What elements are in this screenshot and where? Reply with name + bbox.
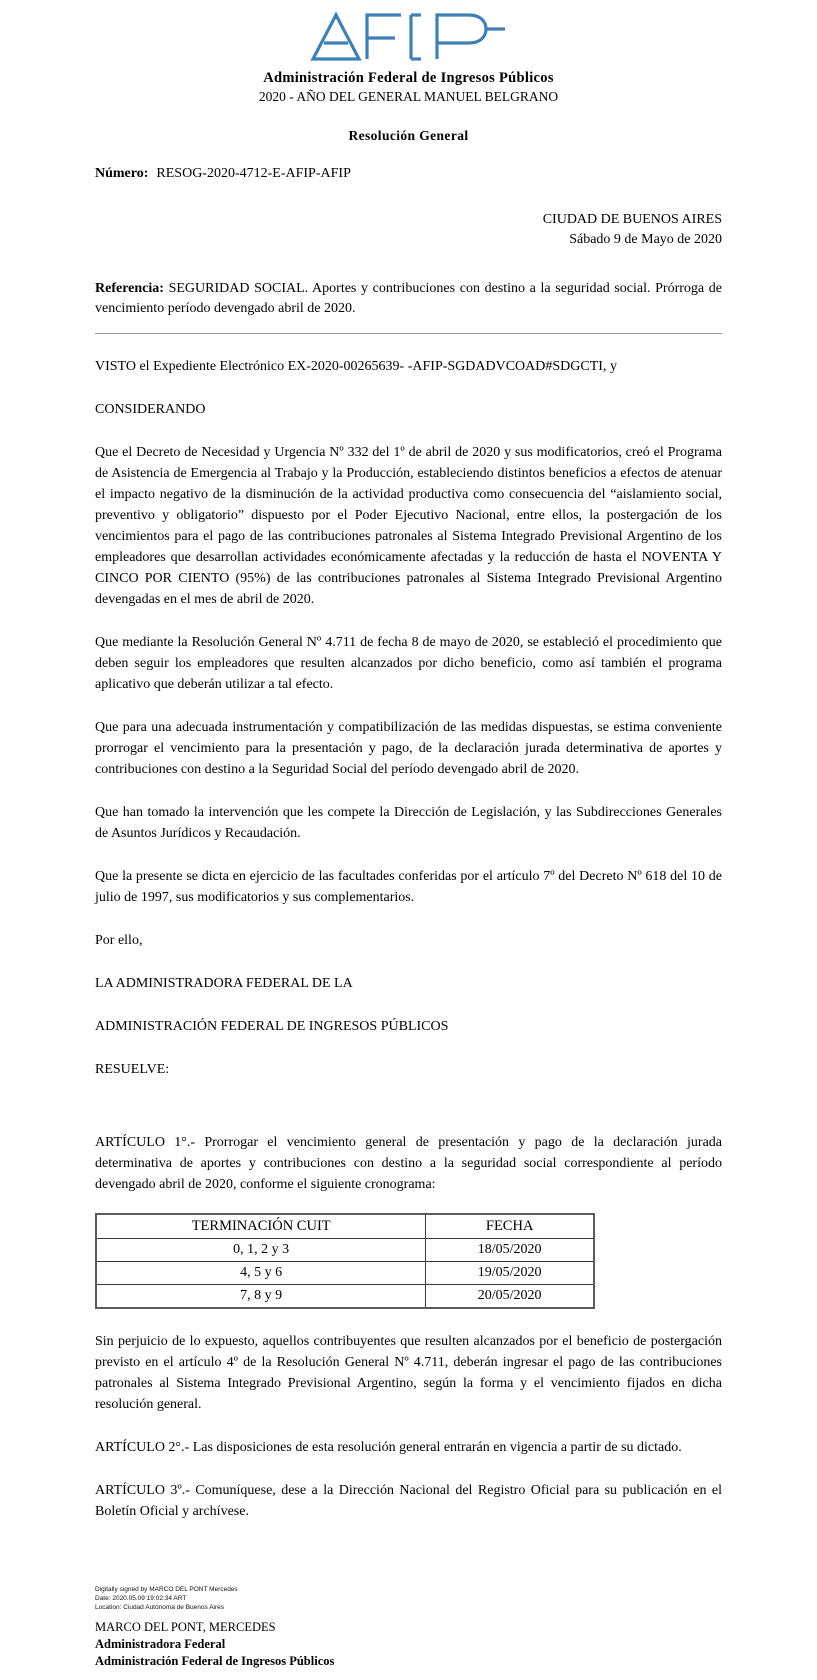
cell-cuit-2: 4, 5 y 6 <box>96 1262 426 1285</box>
afip-logo <box>0 0 817 66</box>
place-and-date <box>95 210 722 251</box>
article-1-paragraph: ARTÍCULO 1°.- Prorrogar el vencimiento general de presentación y pago de la declaración jurada determinativa de aportes y contribuciones con destino a la seguridad social correspondiente al período devengado abril de 2020, conforme el siguiente cronograma: <box>95 1135 722 1193</box>
number-value: RESOG-2020-4712-E-AFIP-AFIP <box>156 166 351 181</box>
visto-paragraph: VISTO el Expediente Electrónico EX-2020-00265639- -AFIP-SGDADVCOAD#SDGCTI, y <box>95 359 617 375</box>
authority-line-1: LA ADMINISTRADORA FEDERAL DE LA <box>95 976 353 992</box>
signature-location: Location: Ciudad Autónoma de Buenos Aires <box>95 1603 225 1611</box>
considerando-paragraph-4: Que han tomado la intervención que les compete la Dirección de Legislación, y las Subdirecciones Generales de Asuntos Jurídicos y Recaudación. <box>95 805 722 842</box>
considerando-paragraph-1: Que el Decreto de Necesidad y Urgencia Nº 332 del 1º de abril de 2020 y sus modificatorios, creó el Programa de Asistencia de Emergencia al Trabajo y la Producción, estableciendo distintos beneficios a efectos de atenuar el impacto negativo de la disminución de la actividad productiva como consecuencia del “aislamiento social, preventivo y obligatorio” dispuesto por el Poder Ejecutivo Nacional, entre ellos, la postergación de los vencimientos para el pago de las contribuciones patronales al Sistema Integrado Previsional Argentino de los empleadores que desarrollan actividades económicamente afectadas y la reducción de hasta el NOVENTA Y CINCO POR CIENTO (95%) de las contribuciones patronales al Sistema Integrado Previsional Argentino devengadas en el mes de abril de 2020. <box>95 445 722 608</box>
considerando-heading: CONSIDERANDO <box>95 402 206 418</box>
signer-name: MARCO DEL PONT, MERCEDES <box>95 1620 276 1635</box>
cell-fecha-2: 19/05/2020 <box>426 1262 594 1285</box>
considerando-paragraph-3: Que para una adecuada instrumentación y compatibilización de las medidas dispuestas, se estima conveniente prorrogar el vencimiento para la presentación y pago, de la declaración jurada determinativa de aportes y contribuciones con destino a la Seguridad Social del período devengado abril de 2020. <box>95 720 722 778</box>
signer-organization: Administración Federal de Ingresos Públicos <box>95 1654 335 1669</box>
cell-fecha-1: 18/05/2020 <box>426 1239 594 1262</box>
cell-cuit-1: 0, 1, 2 y 3 <box>96 1239 426 1262</box>
table-header-fecha: FECHA <box>426 1214 594 1239</box>
organization-name: Administración Federal de Ingresos Públicos <box>263 70 554 86</box>
date: Sábado 9 de Mayo de 2020 <box>569 232 722 248</box>
table-header-terminacion-cuit: TERMINACIÓN CUIT <box>96 1214 426 1239</box>
por-ello: Por ello, <box>95 933 143 949</box>
signature-metadata <box>95 1586 722 1612</box>
city: CIUDAD DE BUENOS AIRES <box>542 212 722 227</box>
year-slogan: 2020 - AÑO DEL GENERAL MANUEL BELGRANO <box>258 89 559 104</box>
table-header-row <box>96 1214 594 1239</box>
authority-line-2: ADMINISTRACIÓN FEDERAL DE INGRESOS PÚBLICOS <box>95 1019 449 1035</box>
document-number <box>95 166 722 182</box>
considerando-paragraph-5: Que la presente se dicta en ejercicio de las facultades conferidas por el artículo 7º del Decreto Nº 618 del 10 de julio de 1997, sus modificatorios y sus complementarios. <box>95 869 722 906</box>
horizontal-rule <box>95 333 722 334</box>
table-row <box>96 1239 594 1262</box>
spacer <box>95 1080 722 1110</box>
cell-fecha-3: 20/05/2020 <box>426 1285 594 1309</box>
reference-block <box>95 279 722 320</box>
article-3-paragraph: ARTÍCULO 3º.- Comuníquese, dese a la Dirección Nacional del Registro Oficial para su publicación en el Boletín Oficial y archívese. <box>95 1483 722 1520</box>
signer-details <box>95 1619 722 1670</box>
signer-title: Administradora Federal <box>95 1637 226 1652</box>
number-label: Número: <box>95 166 149 181</box>
schedule-table <box>95 1213 595 1309</box>
resuelve-heading: RESUELVE: <box>95 1062 170 1078</box>
signature-block <box>0 1586 817 1670</box>
signature-signed-by: Digitally signed by MARCO DEL PONT Mercedes <box>95 1586 238 1594</box>
article-2-paragraph: ARTÍCULO 2°.- Las disposiciones de esta resolución general entrarán en vigencia a partir de su dictado. <box>95 1440 682 1456</box>
document-type-title: Resolución General <box>348 128 469 143</box>
document-content <box>0 166 817 1522</box>
cell-cuit-3: 7, 8 y 9 <box>96 1285 426 1309</box>
after-table-paragraph: Sin perjuicio de lo expuesto, aquellos contribuyentes que resulten alcanzados por el beneficio de postergación previsto en el artículo 4º de la Resolución General Nº 4.711, deberán ingresar el pago de las contribuciones patronales al Sistema Integrado Previsional Argentino, según la forma y el vencimiento fijados en dicha resolución general. <box>95 1334 722 1413</box>
considerando-paragraph-2: Que mediante la Resolución General Nº 4.711 de fecha 8 de mayo de 2020, se estableció el procedimiento que deben seguir los empleadores que resulten alcanzados por dicho beneficio, como así también el programa aplicativo que deberán utilizar a tal efecto. <box>95 635 722 693</box>
signature-date: Date: 2020.05.09 19:02:34 ART <box>95 1594 187 1602</box>
reference-text: SEGURIDAD SOCIAL. Aportes y contribuciones con destino a la seguridad social. Prórroga de vencimiento período devengado abril de 2020. <box>95 280 722 316</box>
table-row <box>96 1262 594 1285</box>
reference-label: Referencia: <box>95 280 164 296</box>
table-row <box>96 1285 594 1309</box>
